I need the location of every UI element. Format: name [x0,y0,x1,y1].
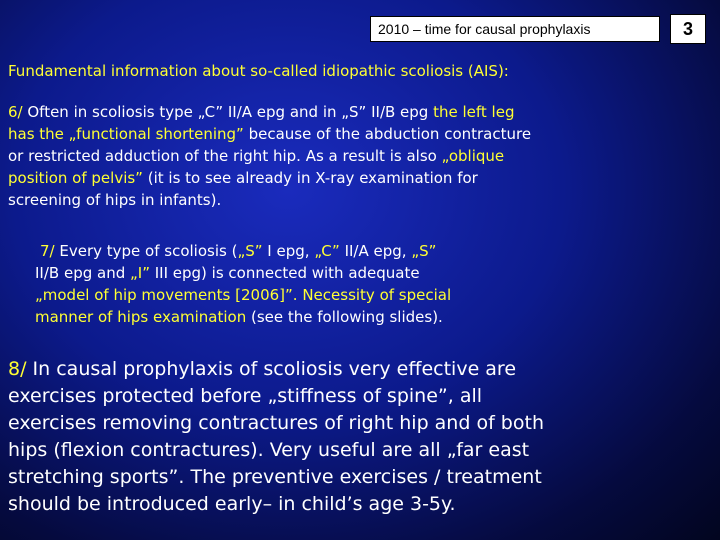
paragraph-6-text: because of the abduction contracture [243,125,532,143]
paragraph-8-line-3: exercises removing contractures of right hip and of both [8,412,544,434]
paragraph-6-line-2 [8,123,714,145]
paragraph-6-highlight: has the „functional shortening” [8,125,244,143]
paragraph-8-number: 8/ [8,358,27,380]
paragraph-7-text: II/A epg, [339,242,412,260]
paragraph-7-highlight: manner of hips examination [35,308,247,326]
paragraph-7-highlight: „S” [237,242,263,260]
paragraph-7-line-2 [35,262,675,284]
paragraph-8-line-2: exercises protected before „stiffness of spine”, all [8,385,483,407]
paragraph-6-text: Often in scoliosis type „C” II/A epg and in „S” II/B epg [22,103,434,121]
paragraph-7-highlight: „model of hip movements [2006]”. Necessity of special [35,286,452,304]
paragraph-6-text: or restricted adduction of the right hip. As a result is also [8,147,442,165]
paragraph-8-line-4: hips (flexion contractures). Very useful are all „far east [8,439,530,461]
paragraph-6-number: 6/ [8,103,23,121]
paragraph-7-line-4 [35,306,675,328]
slide-heading: Fundamental information about so-called idiopathic scoliosis (AIS): [8,62,509,80]
paragraph-7-text: II/B epg and [35,264,130,282]
paragraph-8-text: In causal prophylaxis of scoliosis very effective are [26,358,517,380]
paragraph-6-text: (it is to see already in X-ray examination for [142,169,478,187]
slide-header-title: 2010 – time for causal prophylaxis [370,16,660,42]
paragraph-7-text: III epg) is connected with adequate [149,264,420,282]
paragraph-6-highlight: position of pelvis” [8,169,143,187]
paragraph-7-text: I epg, [262,242,315,260]
paragraph-6-line-5 [8,189,714,211]
paragraph-6-line-1 [8,101,714,123]
paragraph-7-line-3 [35,284,675,306]
paragraph-8-line-5: stretching sports”. The preventive exercises / treatment [8,466,542,488]
paragraph-8 [8,356,714,518]
paragraph-8-line-1 [8,356,714,383]
paragraph-6-highlight: the left leg [433,103,515,121]
paragraph-7-highlight: „S” [411,242,437,260]
paragraph-6 [8,101,714,211]
paragraph-6-line-3 [8,145,714,167]
paragraph-7-highlight: „C” [314,242,340,260]
paragraph-7-text: (see the following slides). [246,308,443,326]
paragraph-7-highlight: „I” [130,264,150,282]
paragraph-6-highlight: „oblique [441,147,505,165]
paragraph-6-line-4 [8,167,714,189]
paragraph-6-text: screening of hips in infants). [8,191,222,209]
paragraph-8-line-6: should be introduced early– in child’s age 3-5y. [8,493,456,515]
paragraph-7-text: Every type of scoliosis ( [54,242,238,260]
paragraph-7 [35,240,675,328]
slide-page-number: 3 [670,14,706,44]
paragraph-7-number: 7/ [40,242,55,260]
paragraph-7-line-1 [35,240,675,262]
